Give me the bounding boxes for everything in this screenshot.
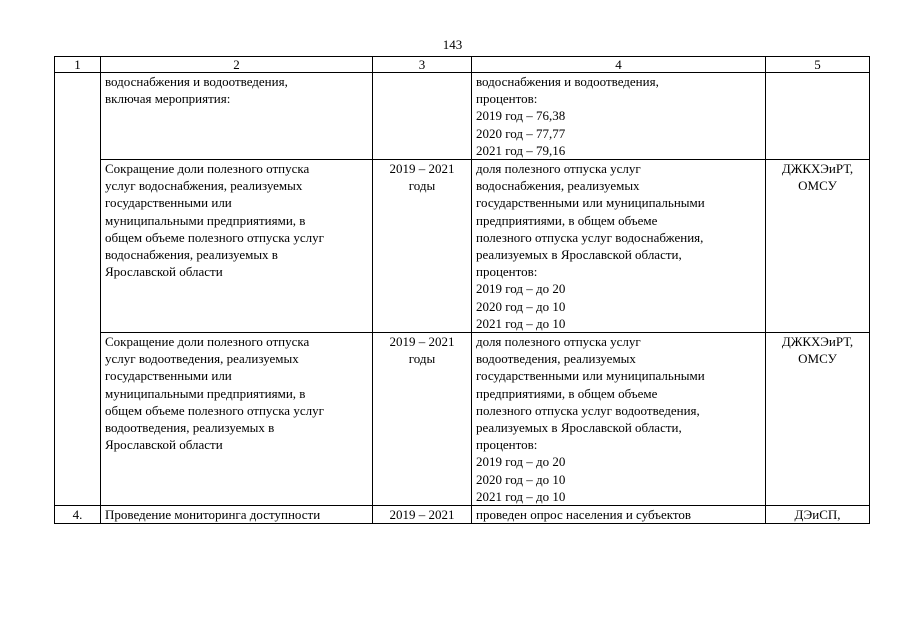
executor-cell — [766, 333, 870, 506]
indicator-line: водоотведения, реализуемых — [476, 351, 636, 367]
indicator-line: предприятиями, в общем объеме — [476, 385, 658, 401]
indicator-line: процентов: — [476, 437, 538, 453]
executor-line: ОМСУ — [798, 178, 837, 194]
indicator-line: государственными или муниципальными — [476, 195, 705, 211]
period-cell — [373, 73, 472, 160]
table-header-row — [55, 57, 870, 73]
table-row — [55, 333, 870, 506]
period-line: годы — [408, 351, 436, 367]
indicator-line: предприятиями, в общем объеме — [476, 212, 658, 228]
header-cell-1: 1 — [55, 57, 101, 73]
measure-line: водоснабжения и водоотведения, — [105, 74, 288, 89]
executor-cell — [766, 506, 870, 524]
measure-cell — [101, 160, 373, 333]
period-line: 2019 – 2021 — [389, 334, 455, 350]
indicator-line: 2021 год – до 10 — [476, 488, 566, 504]
period-line: 2019 – 2021 — [389, 161, 455, 177]
measures-table — [54, 56, 870, 524]
executor-cell — [766, 73, 870, 160]
measure-line: услуг водоотведения, реализуемых — [105, 351, 299, 367]
header-cell-4: 4 — [472, 57, 766, 73]
indicator-line: реализуемых в Ярославской области, — [476, 420, 682, 436]
indicator-line: 2019 год – до 20 — [476, 454, 566, 470]
indicator-line: водоснабжения, реализуемых — [476, 178, 640, 194]
indicator-line: доля полезного отпуска услуг — [476, 161, 641, 177]
header-cell-3: 3 — [373, 57, 472, 73]
measure-line: Ярославской области — [105, 264, 223, 280]
measure-cell — [101, 333, 373, 506]
measure-cell — [101, 73, 373, 160]
indicator-cell — [472, 73, 766, 160]
measure-line: Ярославской области — [105, 437, 223, 453]
measure-cell — [101, 506, 373, 524]
measure-line: включая мероприятия: — [105, 91, 231, 107]
indicator-cell — [472, 506, 766, 524]
measure-line: Сокращение доли полезного отпуска — [105, 334, 310, 350]
measure-line: государственными или — [105, 368, 232, 384]
measure-line: муниципальными предприятиями, в — [105, 212, 306, 228]
indicator-line: 2020 год – 77,77 — [476, 125, 566, 141]
indicator-cell — [472, 333, 766, 506]
indicator-cell — [472, 160, 766, 333]
measure-line: государственными или — [105, 195, 232, 211]
measure-line: водоснабжения, реализуемых в — [105, 247, 278, 263]
table-row — [55, 160, 870, 333]
executor-line: ДЖКХЭиРТ, — [781, 161, 854, 177]
period-cell — [373, 333, 472, 506]
table-row — [55, 506, 870, 524]
indicator-line: водоснабжения и водоотведения, — [476, 74, 659, 89]
period-cell — [373, 506, 472, 524]
executor-line: ОМСУ — [798, 351, 837, 367]
indicator-line: процентов: — [476, 264, 538, 280]
indicator-line: государственными или муниципальными — [476, 368, 705, 384]
period-line: 2019 – 2021 — [389, 507, 455, 523]
indicator-line: 2021 год – 79,16 — [476, 142, 566, 158]
measure-line: общем объеме полезного отпуска услуг — [105, 402, 324, 418]
header-cell-2: 2 — [101, 57, 373, 73]
indicator-line: процентов: — [476, 91, 538, 107]
indicator-line: 2019 год – до 20 — [476, 281, 566, 297]
indicator-line: доля полезного отпуска услуг — [476, 334, 641, 350]
number-cell — [55, 506, 101, 524]
executor-line: ДЖКХЭиРТ, — [781, 334, 854, 350]
indicator-line: реализуемых в Ярославской области, — [476, 247, 682, 263]
number-cell — [55, 73, 101, 506]
period-line: годы — [408, 178, 436, 194]
indicator-line: 2019 год – 76,38 — [476, 108, 566, 124]
executor-line: ДЭиСП, — [794, 507, 841, 523]
indicator-line: проведен опрос населения и субъектов — [476, 507, 692, 523]
indicator-line: 2020 год – до 10 — [476, 471, 566, 487]
executor-cell — [766, 160, 870, 333]
measure-line: водоотведения, реализуемых в — [105, 420, 275, 436]
measure-line: Проведение мониторинга доступности — [105, 507, 321, 523]
page-number: 143 — [442, 37, 463, 52]
measure-line: муниципальными предприятиями, в — [105, 385, 306, 401]
table-row — [55, 73, 870, 160]
indicator-line: полезного отпуска услуг водоснабжения, — [476, 229, 704, 245]
period-cell — [373, 160, 472, 333]
measure-line: услуг водоснабжения, реализуемых — [105, 178, 303, 194]
header-cell-5: 5 — [766, 57, 870, 73]
measure-line: общем объеме полезного отпуска услуг — [105, 229, 324, 245]
indicator-line: 2020 год – до 10 — [476, 298, 566, 314]
indicator-line: полезного отпуска услуг водоотведения, — [476, 402, 700, 418]
measure-line: Сокращение доли полезного отпуска — [105, 161, 310, 177]
row-number: 4. — [72, 507, 83, 523]
indicator-line: 2021 год – до 10 — [476, 315, 566, 331]
